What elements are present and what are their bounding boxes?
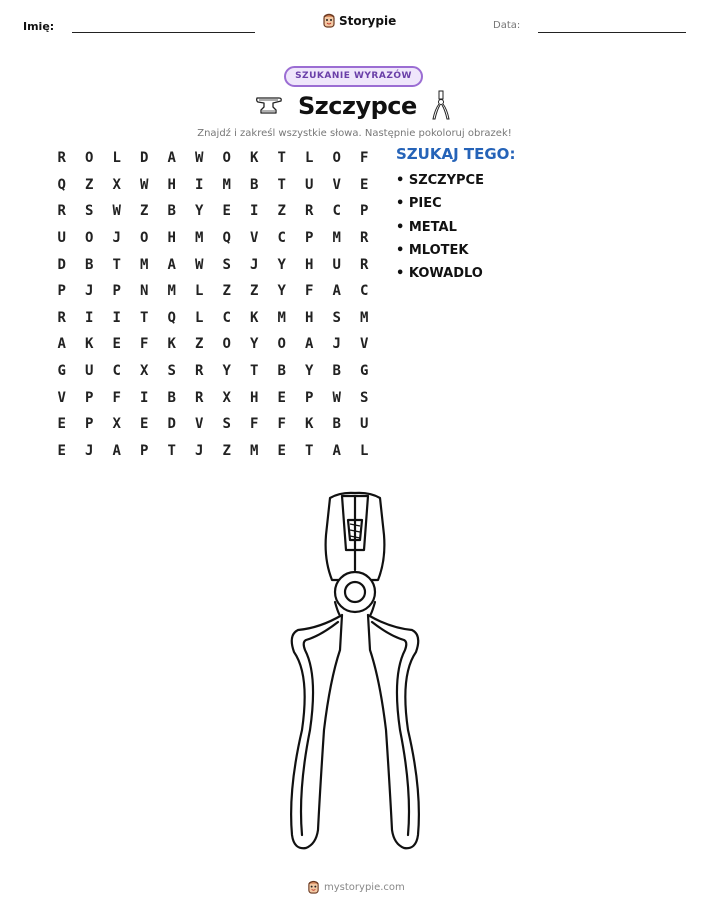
grid-letter[interactable]: W <box>332 389 341 406</box>
grid-letter[interactable]: Z <box>277 203 286 220</box>
grid-letter[interactable]: M <box>167 283 176 300</box>
grid-letter[interactable]: X <box>140 363 149 380</box>
grid-letter[interactable]: J <box>85 283 94 300</box>
grid-letter[interactable]: Q <box>167 309 176 326</box>
grid-letter[interactable]: C <box>360 283 369 300</box>
activity-tag: SZUKANIE WYRAZÓW <box>284 66 423 87</box>
grid-letter[interactable]: U <box>305 176 314 193</box>
grid-letter[interactable]: H <box>305 256 314 273</box>
grid-letter[interactable]: P <box>360 203 369 220</box>
grid-letter[interactable]: P <box>85 416 94 433</box>
grid-letter[interactable]: E <box>140 416 149 433</box>
grid-letter[interactable]: Q <box>222 230 231 247</box>
grid-letter[interactable]: S <box>222 256 231 273</box>
pliers-illustration <box>280 490 430 855</box>
footer <box>307 880 405 895</box>
name-field-line[interactable] <box>72 32 255 33</box>
grid-letter[interactable]: I <box>250 203 259 220</box>
grid-letter[interactable]: F <box>277 416 286 433</box>
grid-letter[interactable]: I <box>140 389 149 406</box>
grid-letter[interactable]: J <box>332 336 341 353</box>
grid-letter[interactable]: J <box>250 256 259 273</box>
grid-letter[interactable]: F <box>305 283 314 300</box>
word-item: • METAL <box>396 219 457 235</box>
grid-letter[interactable]: P <box>85 389 94 406</box>
grid-letter[interactable]: L <box>360 442 369 459</box>
grid-row <box>48 198 378 225</box>
grid-letter[interactable]: U <box>332 256 341 273</box>
grid-letter[interactable]: U <box>360 416 369 433</box>
grid-letter[interactable]: M <box>250 442 259 459</box>
grid-letter[interactable]: Z <box>222 283 231 300</box>
grid-row <box>48 225 378 252</box>
grid-letter[interactable]: K <box>167 336 176 353</box>
grid-letter[interactable]: L <box>195 283 204 300</box>
grid-letter[interactable]: T <box>112 256 121 273</box>
grid-letter[interactable]: S <box>332 309 341 326</box>
grid-letter[interactable]: O <box>222 336 231 353</box>
grid-letter[interactable]: R <box>57 309 66 326</box>
grid-letter[interactable]: D <box>57 256 66 273</box>
letter-grid[interactable] <box>48 145 378 464</box>
grid-letter[interactable]: Z <box>250 283 259 300</box>
word-item: • KOWADLO <box>396 266 483 282</box>
date-label: Data: <box>493 20 521 31</box>
grid-letter[interactable]: T <box>167 442 176 459</box>
grid-letter[interactable]: V <box>195 416 204 433</box>
word-item: • SZCZYPCE <box>396 173 484 188</box>
grid-letter[interactable]: A <box>112 442 121 459</box>
grid-letter[interactable]: R <box>195 389 204 406</box>
grid-letter[interactable]: S <box>222 416 231 433</box>
grid-letter[interactable]: E <box>277 389 286 406</box>
grid-letter[interactable]: B <box>85 256 94 273</box>
grid-letter[interactable]: Z <box>195 336 204 353</box>
grid-letter[interactable]: A <box>167 256 176 273</box>
grid-letter[interactable]: W <box>140 176 149 193</box>
word-list-title: SZUKAJ TEGO: <box>396 145 516 163</box>
grid-letter[interactable]: Z <box>222 442 231 459</box>
grid-letter[interactable]: T <box>305 442 314 459</box>
grid-letter[interactable]: O <box>140 230 149 247</box>
grid-letter[interactable]: P <box>57 283 66 300</box>
grid-letter[interactable]: O <box>277 336 286 353</box>
grid-letter[interactable]: B <box>332 363 341 380</box>
grid-letter[interactable]: G <box>57 363 66 380</box>
grid-letter[interactable]: E <box>57 416 66 433</box>
grid-row <box>48 358 378 385</box>
grid-letter[interactable]: I <box>195 176 204 193</box>
grid-letter[interactable]: C <box>112 363 121 380</box>
grid-letter[interactable]: H <box>250 389 259 406</box>
grid-letter[interactable]: V <box>360 336 369 353</box>
grid-letter[interactable]: Y <box>250 336 259 353</box>
grid-row <box>48 384 378 411</box>
grid-row <box>48 331 378 358</box>
grid-letter[interactable]: R <box>57 150 66 167</box>
grid-letter[interactable]: G <box>360 363 369 380</box>
grid-letter[interactable]: M <box>277 309 286 326</box>
grid-letter[interactable]: F <box>250 416 259 433</box>
grid-row <box>48 438 378 465</box>
grid-letter[interactable]: A <box>332 283 341 300</box>
name-label: Imię: <box>23 20 55 33</box>
grid-row <box>48 172 378 199</box>
brand <box>322 13 396 29</box>
grid-letter[interactable]: N <box>140 283 149 300</box>
grid-letter[interactable]: K <box>85 336 94 353</box>
grid-letter[interactable]: U <box>57 230 66 247</box>
footer-url: mystorypie.com <box>324 882 405 893</box>
grid-letter[interactable]: Y <box>222 363 231 380</box>
word-item: • MLOTEK <box>396 242 469 258</box>
grid-letter[interactable]: Z <box>140 203 149 220</box>
grid-letter[interactable]: A <box>57 336 66 353</box>
grid-letter[interactable]: O <box>85 230 94 247</box>
grid-letter[interactable]: R <box>360 256 369 273</box>
grid-letter[interactable]: M <box>332 230 341 247</box>
grid-letter[interactable]: F <box>112 389 121 406</box>
grid-letter[interactable]: W <box>195 256 204 273</box>
grid-row <box>48 145 378 172</box>
grid-letter[interactable]: X <box>112 416 121 433</box>
storypie-logo-icon <box>322 13 336 29</box>
grid-letter[interactable]: K <box>305 416 314 433</box>
grid-letter[interactable]: K <box>250 309 259 326</box>
grid-letter[interactable]: J <box>112 230 121 247</box>
grid-letter[interactable]: H <box>167 230 176 247</box>
grid-letter[interactable]: J <box>195 442 204 459</box>
grid-letter[interactable]: T <box>140 309 149 326</box>
brand-name: Storypie <box>339 14 397 28</box>
grid-letter[interactable]: Y <box>305 363 314 380</box>
grid-letter[interactable]: A <box>167 150 176 167</box>
grid-letter[interactable]: E <box>112 336 121 353</box>
grid-letter[interactable]: F <box>360 150 369 167</box>
grid-letter[interactable]: M <box>360 309 369 326</box>
pliers-icon <box>430 89 452 121</box>
grid-letter[interactable]: S <box>167 363 176 380</box>
grid-letter[interactable]: W <box>195 150 204 167</box>
grid-row <box>48 411 378 438</box>
grid-letter[interactable]: M <box>222 176 231 193</box>
grid-letter[interactable]: E <box>222 203 231 220</box>
grid-letter[interactable]: V <box>332 176 341 193</box>
anvil-icon <box>255 95 283 115</box>
grid-letter[interactable]: A <box>332 442 341 459</box>
grid-letter[interactable]: D <box>140 150 149 167</box>
grid-row <box>48 251 378 278</box>
grid-letter[interactable]: I <box>85 309 94 326</box>
grid-letter[interactable]: O <box>332 150 341 167</box>
grid-letter[interactable]: Z <box>85 176 94 193</box>
grid-letter[interactable]: I <box>112 309 121 326</box>
grid-letter[interactable]: E <box>57 442 66 459</box>
grid-letter[interactable]: P <box>305 230 314 247</box>
grid-letter[interactable]: S <box>360 389 369 406</box>
grid-letter[interactable]: V <box>250 230 259 247</box>
grid-letter[interactable]: C <box>222 309 231 326</box>
grid-letter[interactable]: E <box>277 442 286 459</box>
grid-letter[interactable]: B <box>250 176 259 193</box>
grid-letter[interactable]: B <box>167 203 176 220</box>
grid-letter[interactable]: R <box>305 203 314 220</box>
grid-letter[interactable]: C <box>277 230 286 247</box>
instructions: Znajdź i zakreśl wszystkie słowa. Następnie pokoloruj obrazek! <box>197 128 512 139</box>
grid-letter[interactable]: Y <box>195 203 204 220</box>
grid-letter[interactable]: P <box>140 442 149 459</box>
grid-letter[interactable]: U <box>85 363 94 380</box>
grid-letter[interactable]: V <box>57 389 66 406</box>
grid-letter[interactable]: Q <box>57 176 66 193</box>
grid-letter[interactable]: A <box>305 336 314 353</box>
grid-letter[interactable]: L <box>305 150 314 167</box>
grid-letter[interactable]: X <box>112 176 121 193</box>
grid-letter[interactable]: B <box>167 389 176 406</box>
grid-letter[interactable]: P <box>112 283 121 300</box>
grid-letter[interactable]: Y <box>277 283 286 300</box>
grid-letter[interactable]: T <box>277 150 286 167</box>
grid-letter[interactable]: F <box>140 336 149 353</box>
grid-letter[interactable]: S <box>85 203 94 220</box>
grid-letter[interactable]: P <box>305 389 314 406</box>
grid-letter[interactable]: M <box>195 230 204 247</box>
grid-row <box>48 278 378 305</box>
grid-letter[interactable]: E <box>360 176 369 193</box>
word-item: • PIEC <box>396 196 442 212</box>
grid-letter[interactable]: B <box>277 363 286 380</box>
grid-letter[interactable]: C <box>332 203 341 220</box>
grid-letter[interactable]: K <box>250 150 259 167</box>
grid-letter[interactable]: W <box>112 203 121 220</box>
storypie-logo-icon <box>307 880 320 895</box>
grid-letter[interactable]: R <box>360 230 369 247</box>
word-list <box>396 172 484 288</box>
date-field-line[interactable] <box>538 32 686 33</box>
grid-letter[interactable]: T <box>277 176 286 193</box>
grid-letter[interactable]: R <box>195 363 204 380</box>
grid-letter[interactable]: Y <box>277 256 286 273</box>
grid-letter[interactable]: H <box>305 309 314 326</box>
grid-letter[interactable]: M <box>140 256 149 273</box>
grid-letter[interactable]: O <box>85 150 94 167</box>
grid-letter[interactable]: B <box>332 416 341 433</box>
grid-letter[interactable]: O <box>222 150 231 167</box>
grid-letter[interactable]: R <box>57 203 66 220</box>
page-title: Szczypce <box>298 92 417 120</box>
grid-letter[interactable]: H <box>167 176 176 193</box>
grid-letter[interactable]: T <box>250 363 259 380</box>
grid-letter[interactable]: L <box>195 309 204 326</box>
grid-letter[interactable]: D <box>167 416 176 433</box>
grid-row <box>48 305 378 332</box>
grid-letter[interactable]: J <box>85 442 94 459</box>
grid-letter[interactable]: X <box>222 389 231 406</box>
grid-letter[interactable]: L <box>112 150 121 167</box>
